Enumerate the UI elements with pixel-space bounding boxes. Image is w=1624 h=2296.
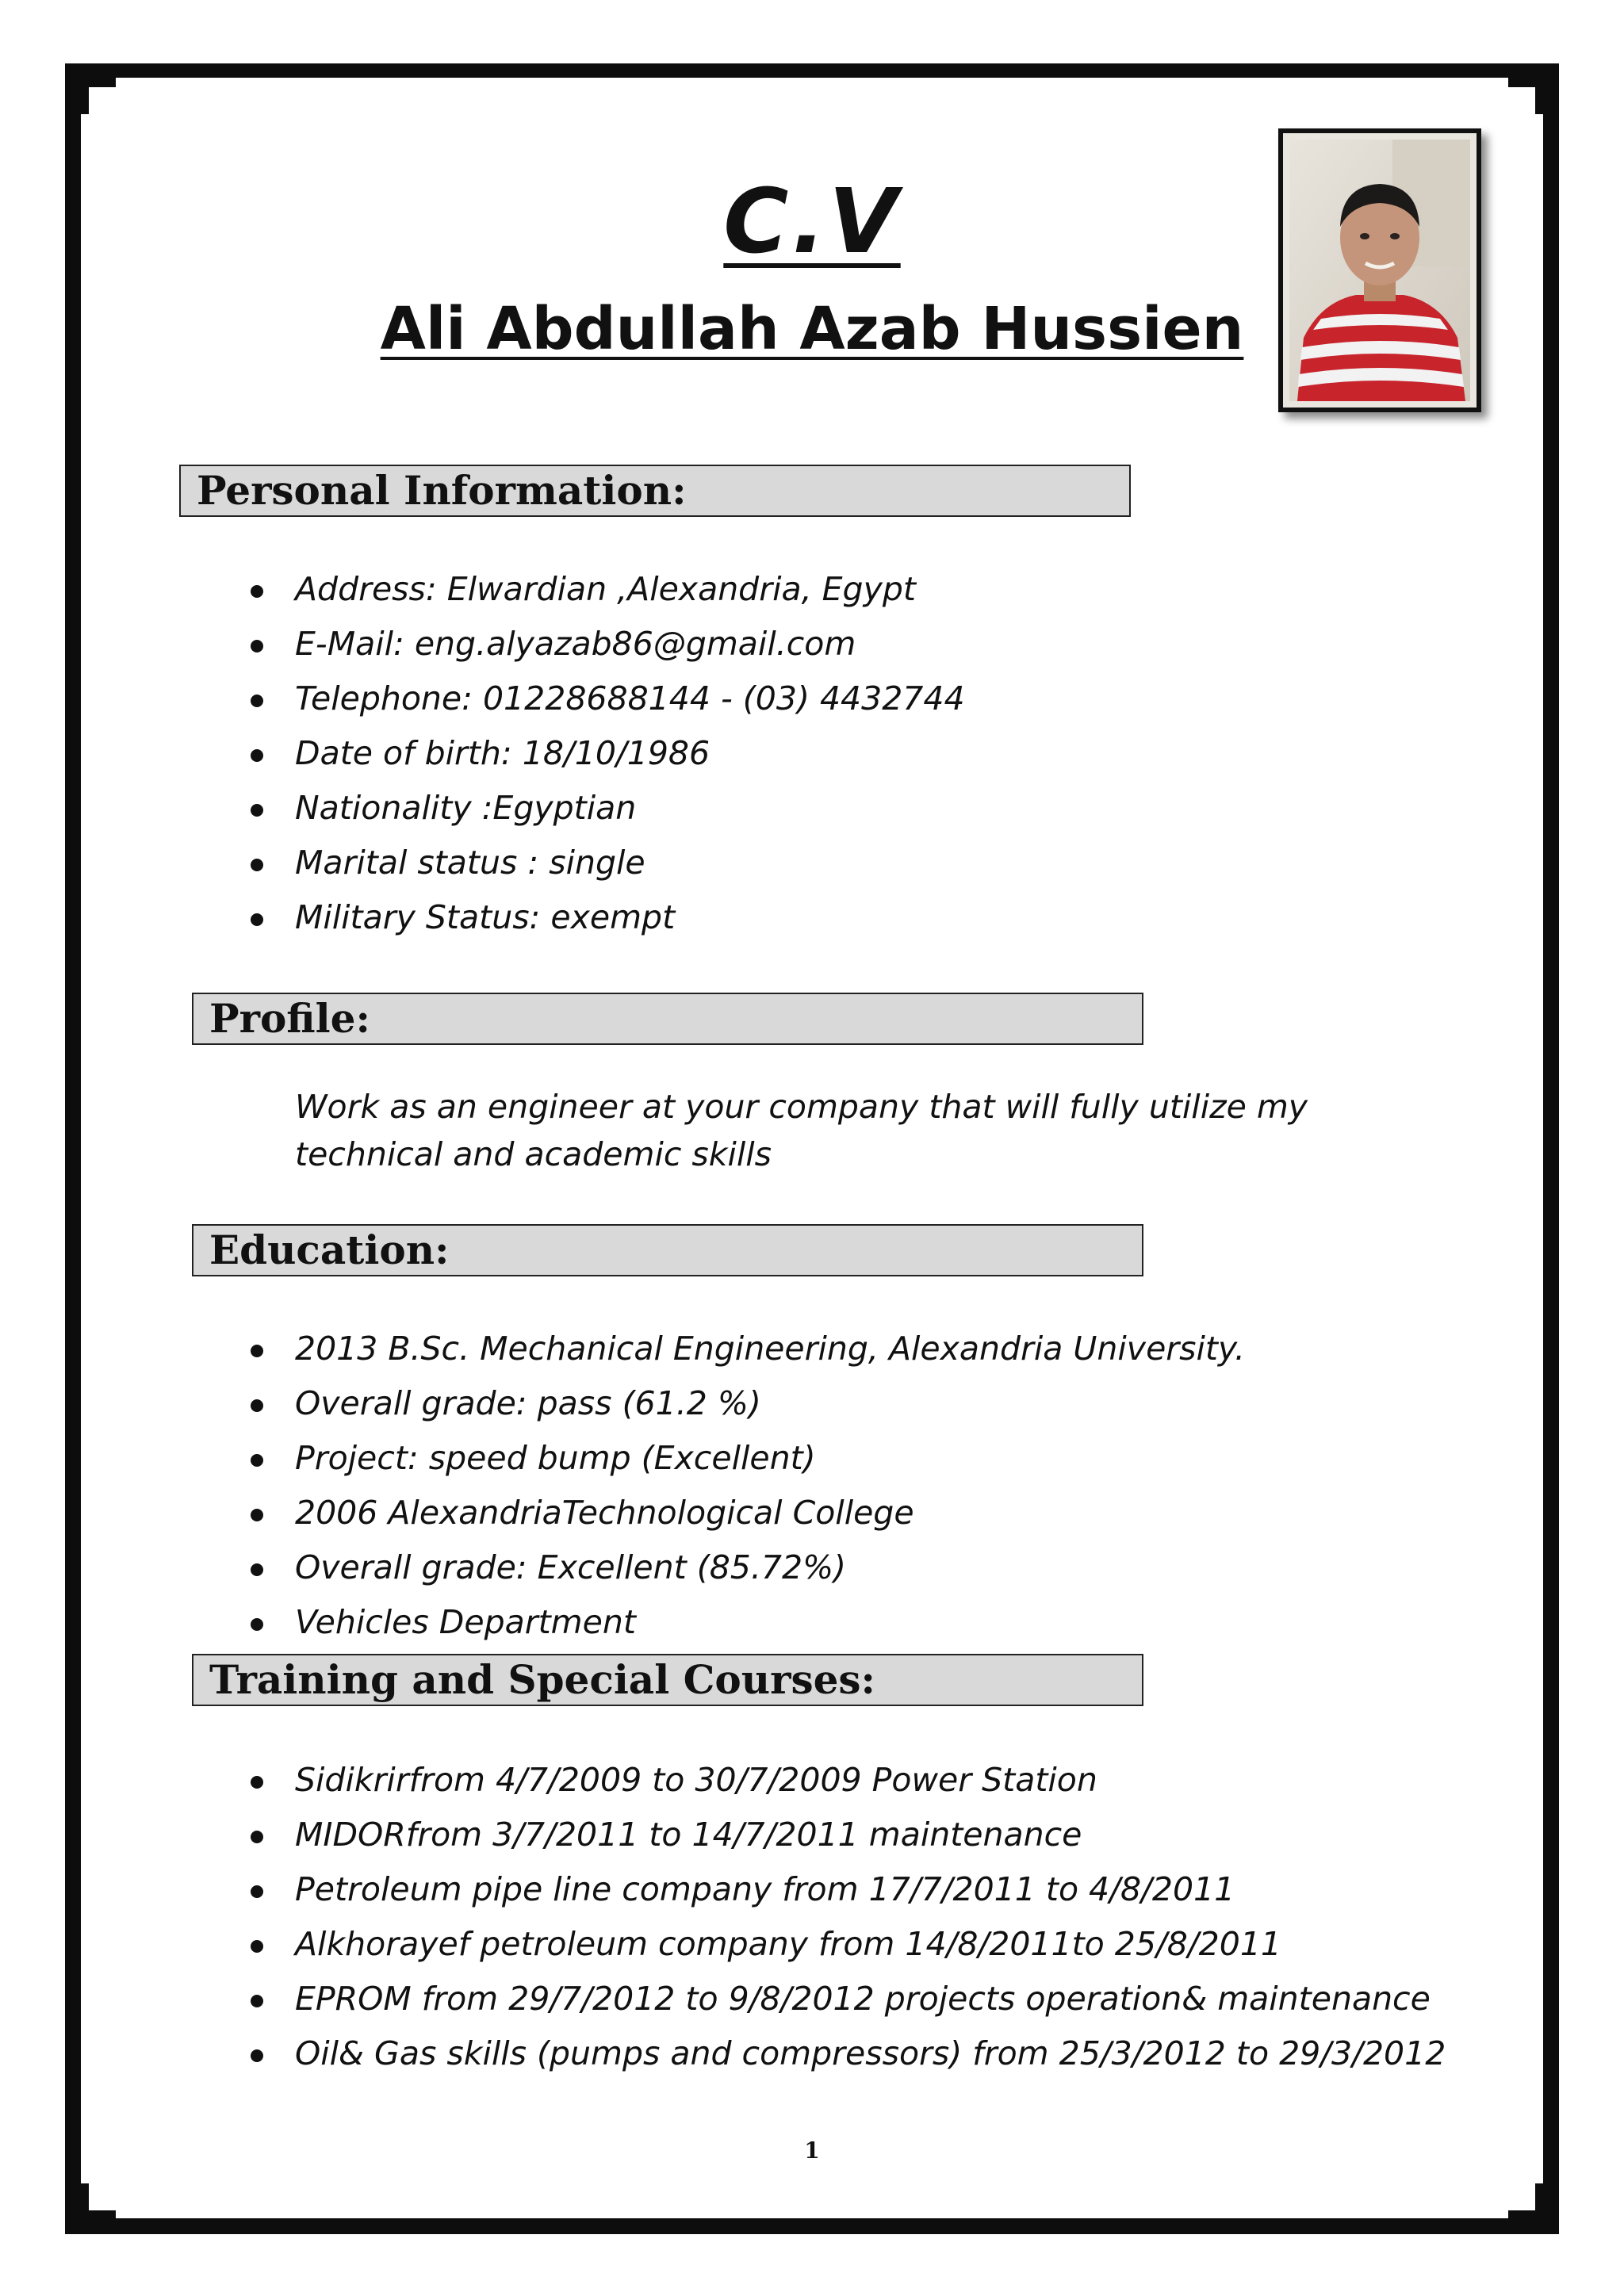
border-left-bar: [65, 111, 81, 2185]
profile-photo-image: [1289, 140, 1470, 401]
training-list: [295, 1760, 1446, 2088]
section-heading-text: Training and Special Courses:: [209, 1656, 876, 1703]
page-number: 1: [804, 2137, 820, 2164]
section-header-personal-information: [179, 465, 1131, 517]
border-corner-bottom-left: [65, 2183, 116, 2234]
list-item: Overall grade: Excellent (85.72%): [295, 1548, 1245, 1602]
document-title-text: C.V: [723, 170, 901, 274]
list-item: 2013 B.Sc. Mechanical Engineering, Alexandria University.: [295, 1329, 1245, 1383]
list-item: Sidikrirfrom 4/7/2009 to 30/7/2009 Power Station: [295, 1760, 1446, 1815]
list-item: Date of birth: 18/10/1986: [295, 733, 965, 788]
section-heading-text: Education:: [209, 1226, 450, 1273]
list-item: Oil& Gas skills (pumps and compressors) from 25/3/2012 to 29/3/2012: [295, 2034, 1446, 2088]
list-item: Overall grade: pass (61.2 %): [295, 1383, 1245, 1438]
list-item: Project: speed bump (Excellent): [295, 1438, 1245, 1493]
border-right-bar: [1543, 111, 1559, 2185]
education-list: [295, 1329, 1245, 1657]
border-corner-top-left: [65, 63, 116, 114]
section-header-education: [192, 1224, 1143, 1276]
list-item: MIDORfrom 3/7/2011 to 14/7/2011 maintenance: [295, 1815, 1446, 1869]
border-bottom-bar: [116, 2218, 1508, 2234]
section-heading-text: Profile:: [209, 995, 370, 1042]
list-item: E-Mail: eng.alyazab86@gmail.com: [295, 624, 965, 679]
list-item: Nationality :Egyptian: [295, 788, 965, 843]
border-corner-top-right: [1508, 63, 1559, 114]
list-item: Petroleum pipe line company from 17/7/2011 to 4/8/2011: [295, 1869, 1446, 1924]
profile-photo: [1278, 128, 1481, 412]
section-heading-text: Personal Information:: [197, 467, 687, 514]
border-corner-bottom-right: [1508, 2183, 1559, 2234]
list-item: EPROM from 29/7/2012 to 9/8/2012 projects operation& maintenance: [295, 1979, 1446, 2034]
list-item: Alkhorayef petroleum company from 14/8/2011to 25/8/2011: [295, 1924, 1446, 1979]
list-item: Telephone: 01228688144 - (03) 4432744: [295, 679, 965, 733]
list-item: Military Status: exempt: [295, 897, 965, 952]
list-item: Address: Elwardian ,Alexandria, Egypt: [295, 569, 965, 624]
list-item: 2006 AlexandriaTechnological College: [295, 1493, 1245, 1548]
profile-text: Work as an engineer at your company that will fully utilize my technical and academic skills: [295, 1088, 1308, 1173]
section-header-training: [192, 1654, 1143, 1706]
list-item: Vehicles Department: [295, 1602, 1245, 1657]
personal-info-list: [295, 569, 965, 952]
list-item: Marital status : single: [295, 843, 965, 897]
border-top-bar: [116, 63, 1508, 78]
section-header-profile: [192, 993, 1143, 1045]
person-name-text: Ali Abdullah Azab Hussien: [380, 295, 1244, 363]
